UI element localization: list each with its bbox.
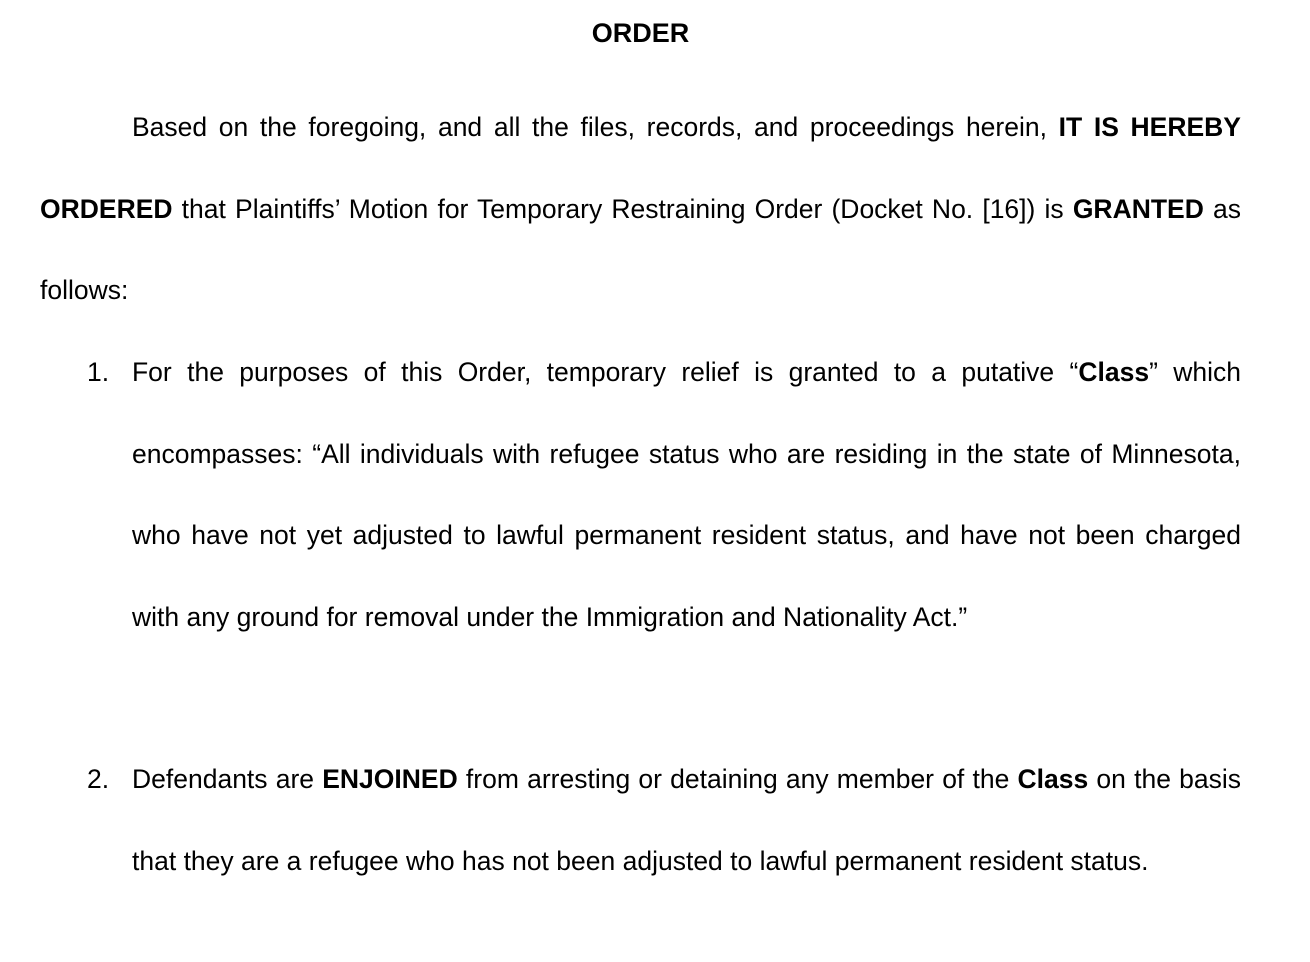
item2-text-2: from arresting or detaining any member of the [457,764,1018,794]
item1-bold-class: Class [1078,357,1150,387]
item2-bold-class: Class [1017,764,1089,794]
item2-bold-enjoined: ENJOINED [322,764,458,794]
order-title: ORDER [591,18,690,48]
list-item-text [132,332,1241,658]
item1-text-2: ” which encompasses: “All individuals with refugee status who are residing in the state of Minnesota, who have not yet adjusted to lawful permanent resident status, and have not been charged with any ground for removal under the Immigration and Nationality Act.” [132,357,1241,632]
item2-text-1: Defendants are [132,764,323,794]
intro-paragraph [40,87,1241,332]
intro-text-3: as follows: [40,193,1241,306]
list-item [40,332,1241,658]
intro-bold-granted: GRANTED [1072,193,1204,224]
intro-bold-ordered: IT IS HEREBY ORDERED [40,112,1241,224]
intro-text-2: that Plaintiffs’ Motion for Temporary Restraining Order (Docket No. [16]) is [172,193,1073,224]
list-item-text [132,739,1241,902]
list-item-number: 2. [87,764,110,794]
item2-text-3: on the basis that they are a refugee who has not been adjusted to lawful permanent resident status. [132,764,1241,876]
intro-text-1: Based on the foregoing, and all the files, records, and proceedings herein, [132,112,1059,142]
item1-text-1: For the purposes of this Order, temporary relief is granted to a putative “ [132,357,1079,387]
list-item [40,739,1241,902]
list-item-number: 1. [87,357,110,387]
document-page [40,0,1241,962]
